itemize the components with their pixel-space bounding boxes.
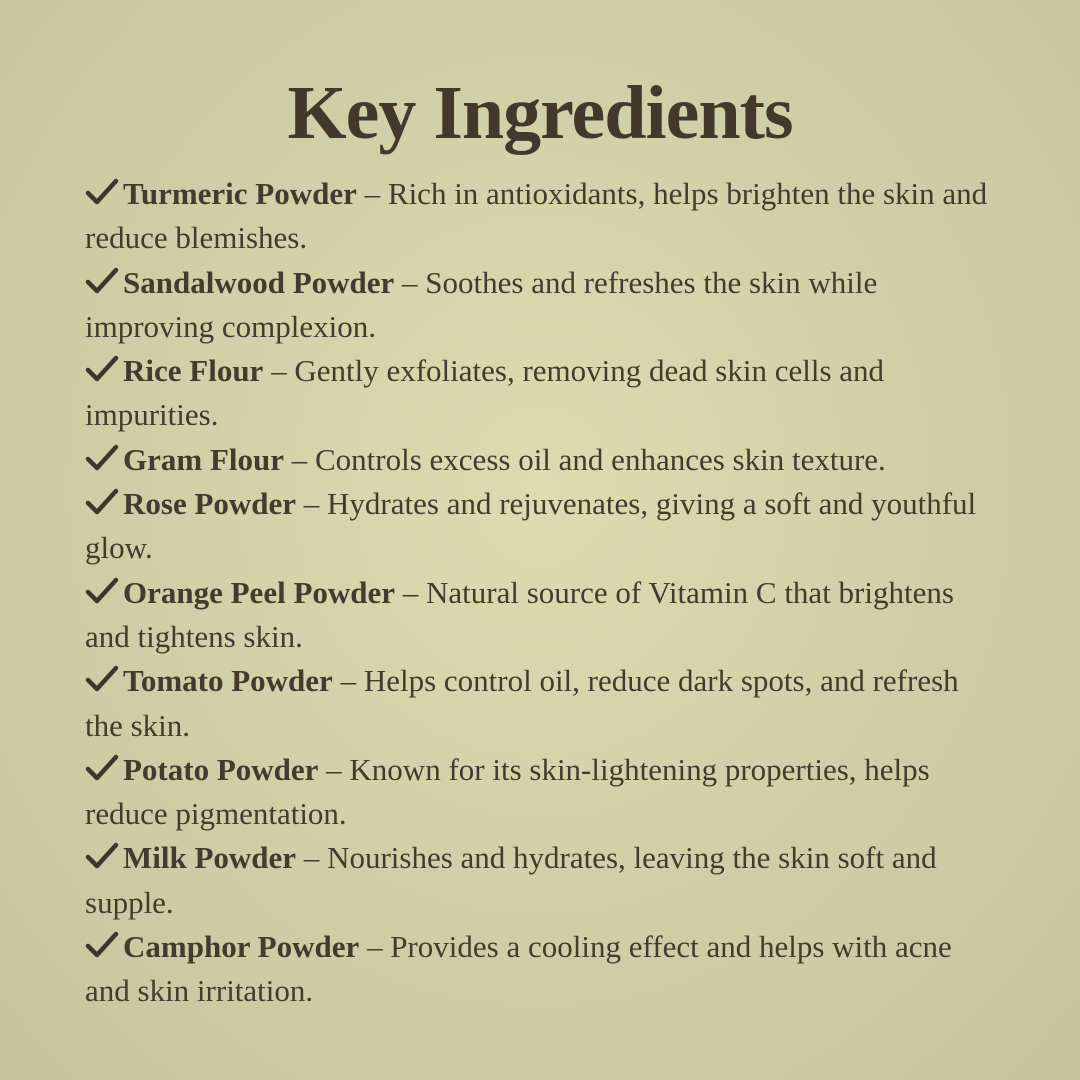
ingredient-name: Turmeric Powder	[123, 176, 357, 211]
ingredient-name: Milk Powder	[123, 840, 297, 876]
ingredient-description: Gently exfoliates, removing dead skin cells and impurities.	[85, 353, 885, 433]
ingredient-description: Controls excess oil and enhances skin texture.	[315, 441, 886, 477]
ingredient-name: Camphor Powder	[123, 929, 360, 965]
ingredient-item	[85, 438, 1000, 482]
ingredient-description: Helps control oil, reduce dark spots, and refresh the skin.	[85, 663, 959, 743]
check-icon	[85, 178, 119, 206]
ingredient-separator: –	[296, 840, 328, 876]
ingredient-item	[85, 748, 1000, 837]
check-icon	[85, 267, 119, 295]
ingredient-description: Natural source of Vitamin C that brightens and tightens skin.	[85, 574, 954, 654]
check-icon	[85, 577, 119, 605]
ingredient-description: Soothes and refreshes the skin while improving complexion.	[85, 264, 878, 344]
ingredient-separator: –	[356, 176, 388, 211]
ingredient-separator: –	[359, 929, 391, 965]
ingredient-separator: –	[394, 264, 426, 300]
page-title: Key Ingredients	[287, 71, 793, 155]
ingredient-list	[85, 172, 1000, 1014]
ingredient-separator: –	[395, 574, 427, 610]
ingredient-item	[85, 836, 1000, 925]
ingredient-name: Sandalwood Powder	[123, 264, 395, 300]
ingredient-separator: –	[332, 663, 364, 699]
ingredient-description: Hydrates and rejuvenates, giving a soft and youthful glow.	[85, 486, 977, 566]
ingredient-description: Nourishes and hydrates, leaving the skin soft and supple.	[85, 840, 937, 920]
ingredient-item	[85, 482, 1000, 571]
check-icon	[85, 754, 119, 782]
ingredient-description: Provides a cooling effect and helps with acne and skin irritation.	[85, 929, 952, 1009]
ingredient-item	[85, 925, 1000, 1014]
ingredient-description: Known for its skin-lightening properties, helps reduce pigmentation.	[85, 751, 930, 832]
check-icon	[85, 842, 119, 870]
ingredient-separator: –	[296, 486, 328, 522]
ingredient-name: Orange Peel Powder	[123, 574, 396, 610]
ingredient-separator: –	[284, 441, 315, 477]
check-icon	[85, 931, 119, 959]
check-icon	[85, 665, 119, 693]
ingredient-name: Rice Flour	[123, 353, 264, 389]
ingredient-item	[85, 349, 1000, 438]
ingredient-separator: –	[263, 353, 295, 389]
ingredient-name: Rose Powder	[123, 486, 297, 522]
ingredient-name: Tomato Powder	[123, 663, 333, 699]
ingredient-separator: –	[318, 751, 350, 787]
check-icon	[85, 488, 119, 516]
ingredient-item	[85, 571, 1000, 660]
check-icon	[85, 355, 119, 383]
ingredient-name: Gram Flour	[123, 441, 284, 477]
ingredient-item	[85, 261, 1000, 350]
check-icon	[85, 444, 119, 472]
ingredient-description: Rich in antioxidants, helps brighten the skin and reduce blemishes.	[85, 176, 988, 256]
ingredient-item	[85, 659, 1000, 748]
ingredient-name: Potato Powder	[123, 751, 319, 787]
ingredient-item	[85, 172, 1000, 261]
